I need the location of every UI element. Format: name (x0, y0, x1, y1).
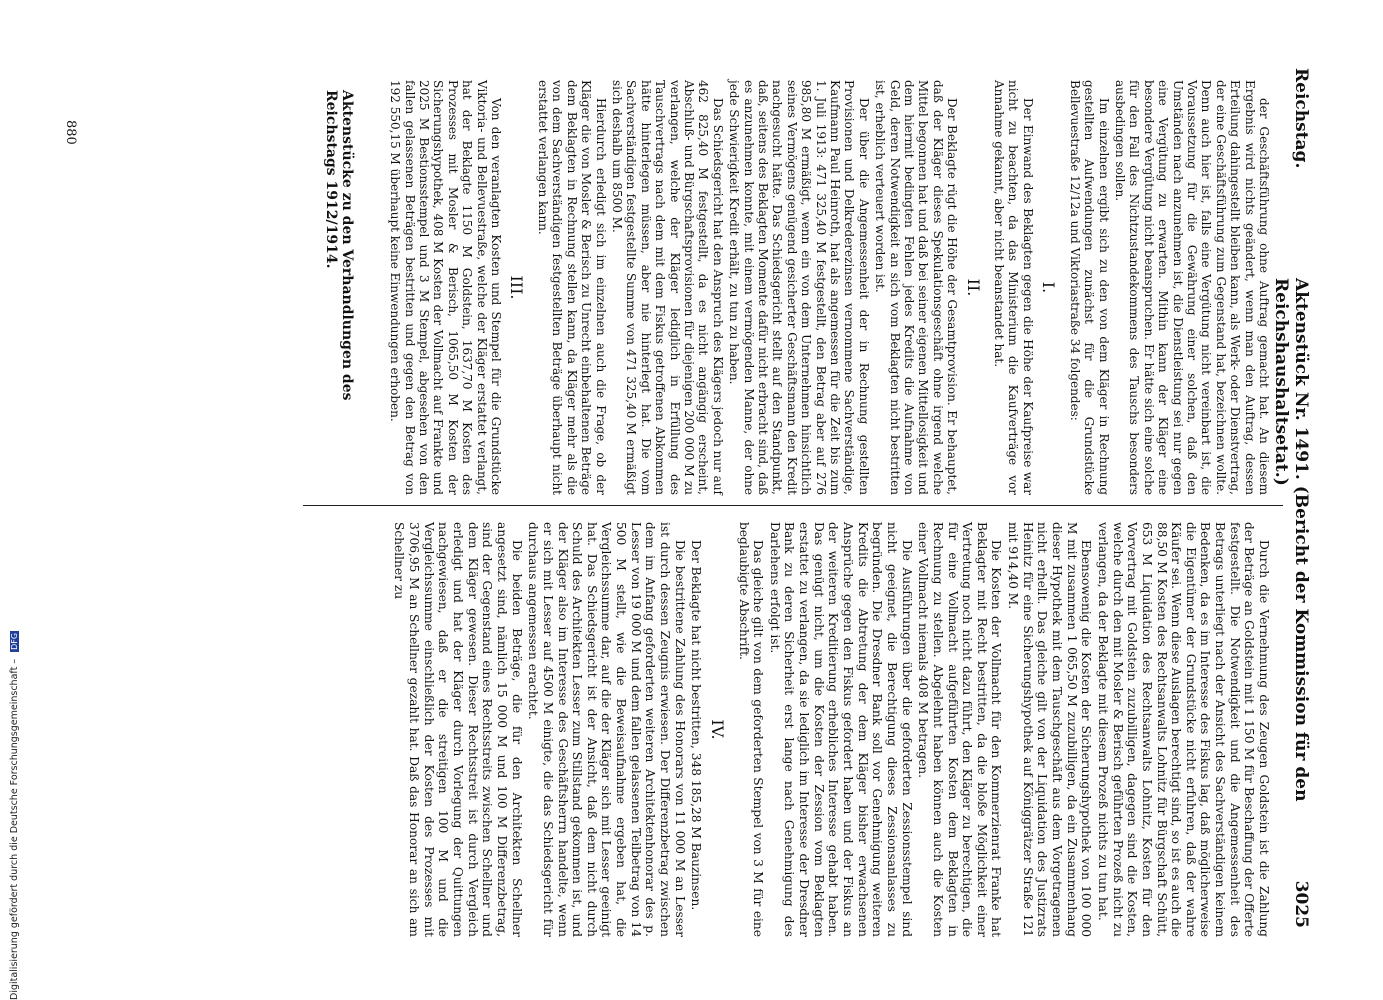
dfg-logo: DFG (10, 632, 19, 650)
paragraph: Der Beklagte hat nicht bestritten, 348 185,28 M Bauzinsen. (689, 540, 704, 911)
paragraph: der Geschäftsführung ohne Auftrag gemacht hat. An diesem Ergebnis wird nichts geändert, wenn man den Auftrag, dessen Erteilung dahingestellt bleiben kann, als Werk- oder Dienstvertrag, der eine Geschäftsführung zum Gegenstand hat, bezeichnen wollte. Denn auch hier ist, falls eine Vergütung nicht vereinbart ist, die Voraussetzung für die Gewährung einer solchen, daß den Umständen nach anzunehmen ist, die Dienstleistung sei nur gegen eine Vergütung zu erwarten. Mithin kann der Kläger eine besondere Vergütung nicht beanspruchen. Er hätte sich eine solche für den Fall des Nichtzustandekommens des Tauschs besonders ausbedingen sollen. (1112, 80, 1271, 495)
header-left: Reichstag. (1291, 68, 1311, 169)
paragraph: Ebensowenig die Kosten der Sicherungshypothek von 100 000 M mit zusammen 1 065,50 M zuzubilligen, da ein Zusammenhang dieser Hypothek mit dem Tauschgeschäft aus dem Vorgetragenen nicht erhellt. Das gleiche gilt von der Liquidation des Justizrats Heinitz für eine Sicherungshypothek auf Königgrätzer Straße 121 mit 914,40 M. (1006, 522, 1094, 937)
side-note: Digitalisierung gefördert durch die Deutsche Forschungsgemeinschaft – (9, 658, 20, 1000)
section-numeral: I. (1039, 281, 1059, 294)
paragraph: Die Kosten der Vollmacht für den Kommerzienrat Franke hat Beklagter mit Recht bestritten, da die bloße Möglichkeit einer Vertretung noch nicht dazu führt, den Kläger zu berechtigen, die für eine Vollmacht aufgeführten Kosten dem Beklagten in Rechnung zu stellen. Abgelehnt haben können auch die Kosten einer Vollmacht niemals 408 M betragen. (916, 522, 1004, 937)
right-column (390, 522, 1271, 937)
paragraph: Der über die Angemessenheit der in Rechnung gestellten Provisionen und Delkrederezinsen vernommene Sachverständige, Kaufmann Paul Heinroth, hat als angemessen für die Zeit bis zum 1. Juli 1913: 471 325,40 M festgestellt, den Betrag aber auf 276 985,80 M ermäßigt, wenn ein von dem Unternehmen hinsichtlich seines Vermögens genügend gesicherter Geschäftsmann den Kredit nachgesucht hätte. Das Schiedsgericht stellt auf den Standpunkt, daß, seitens des Beklagten Momente dafür nicht erbracht sind, daß es anzunehmen konnte, mit einem vermögenden Manne, der ohne jede Schwierigkeit Kredit erhält, zu tun zu haben. (727, 80, 871, 495)
paragraph: Von den veranlagten Kosten und Stempel für die Grundstücke Viktoria- und Bellevuestraße, welche der Kläger erstattet verlangt, hat der Beklagte 1150 M Goldstein, 1637,70 M Kosten des Prozesses mit Mosler & Berisch, 1065,50 M Kosten der Sicherungshypothek, 408 M Kosten der Vollmacht auf Frankte und 2025 M Bestionsstempel und 3 M Stempel, abgesehen von den fallen gelassenen Beträgen bestritten und gegen den Betrag von 192 550,15 M überhaupt keine Einwendungen erhoben. (388, 80, 504, 495)
page-header (1271, 68, 1311, 928)
header-page-number: 3025 (1291, 880, 1311, 928)
section-numeral: III. (507, 275, 527, 300)
paragraph: Das Schiedsgericht hat den Anspruch des Klägers jedoch nur auf 462 825,40 M festgestellt, da es nicht angängig erscheint, Abschluß- und Bürgschaftsprovisionen für diejenigen 200 000 M zu verlangen, welche der Kläger lediglich in Erfüllung des Tauschvertrags nach dem mit dem Fiskus getroffenen Abkommen hätte hinterlegen müssen, aber nie hinterlegt hat. Die vom Sachverständigen festgestellte Summe von 471 325,40 M ermäßigt sich deshalb um 8500 M. (609, 80, 725, 495)
paragraph: Der Einwand des Beklagten gegen die Höhe der Kaufpreise war nicht zu beachten, da das Ministerium die Kaufverträge vor Annahme gekannt, aber nicht beanstandet hat. (992, 80, 1035, 495)
paragraph: Durch die Vernehmung des Zeugen Goldstein ist die Zahlung der Beträge an Goldstein mit 1 150 M für Beschaffung der Offerte festgestellt. Die Notwendigkeit und die Angemessenheit des Betrags unterliegt nach der Ansicht des Sachverständigen keinem Bedenken, da es im Interesse des Fiskus lag, daß möglicherweise die Eigentümer der Grundstücke nicht erfuhren, daß der wahre Käufer sei. Wenn diese Auslagen berechtigt sind, so ist es auch die 88,50 M Kosten des Rechtsanwalts Lohnitz für Bürgschaft Schütt, 653 M Liquidation des Rechtsanwalts Lohnitz, Kosten für den Vorvertrag mit Goldstein zuzubilligen, dagegen sind die Kosten, welche durch den mit Mosler & Berisch geführten Prozeß nicht zu verlangen, da der Beklagte mit diesem Prozeß nichts zu tun hat. (1095, 522, 1271, 937)
paragraph: Die Ausführungen über die geforderten Zessionsstempel sind nicht geeignet, die Berechtigung dieses Zessionsanlasses zu begründen. Die Dresdner Bank soll vor Genehmigung weiteren Kredits die Abtretung der dem Kläger bisher erwachsenen Ansprüche gegen den Fiskus gefordert haben und der Fiskus an der weiteren Kreditierung erhebliches Interesse gehabt haben. Das genügt nicht, um die Kosten der Zession vom Beklagten erstattet zu verlangen, da sie lediglich im Interesse der Dresdner Bank zu deren Sicherheit erst lange nach Genehmigung des Darlehens erfolgt ist. (767, 522, 914, 937)
page-footer: Aktenstücke zu den Verhandlungen des Reichstags 1912/1914. (323, 90, 355, 401)
paragraph: Das gleiche gilt von dem geforderten Stempel von 3 M für eine beglaubigte Abschrift. (736, 522, 766, 937)
paragraph: Im einzelnen ergibt sich zu den von dem Kläger in Rechnung gestellten Aufwendungen zunächst für die Grundstücke Bellevuestraße 12/12a und Viktoriastraße 34 folgendes: (1067, 80, 1111, 495)
column-divider (303, 505, 1283, 506)
side-note-wrapper (4, 0, 22, 1000)
paragraph: Die beiden Beträge, die für den Architekten Schellner angesetzt sind, nämlich 15 000 M und 100 M Differenzbetrag, sind der Gegenstand eines Rechtsstreits zwischen Schellner und dem Kläger gewesen. Dieser Rechtsstreit ist durch Vergleich erledigt und hat der Kläger durch Vorlegung der Quittungen nachgewiesen, daß er die streitigen 100 M und die Vergleichssumme einschließlich der Kosten des Prozesses mit 3706,95 M an Schellner gezahlt hat. Daß das Honorar an sich am Schellner zu (392, 522, 524, 937)
section-numeral: II. (963, 278, 983, 297)
paragraph: Der Beklagte rügt die Höhe der Gesamtprovision. Er behauptet, daß der Kläger dieses Spekulationsgeschäft ohne irgend welche Mittel begonnen hat und daß bei seiner eigenen Mittellosigkeit und dem hiermit bedingten Fehlen jedes Kredits die Aufnahme von Geld, deren Notwendigkeit an sich vom Beklagten nicht bestritten ist, erheblich verteuert worden ist. (873, 80, 960, 495)
section-numeral: IV. (707, 719, 727, 740)
left-column (386, 80, 1271, 495)
page-number: 880 (63, 120, 78, 145)
paragraph: Die bestrittene Zahlung des Honorars von 11 000 M an Lesser ist durch dessen Zeugnis erwiesen. Der Differenzbetrag zwischen dem im Anfang geforderten weiteren Architektenhonorar des p. Lesser von 19 000 M und dem fallen gelassenen Teilbetrag von 14 500 M stellt, wie die Beweisaufnahme ergeben hat, die Vergleichssumme dar, auf die der Kläger sich mit Lesser geeinigt hat. Das Schiedsgericht ist der Ansicht, daß dem nicht durch Schuld des Architekten Lesser zum Stillstand gekommen ist, und der Kläger also im Interesse des Geschäftsherrn handelte, wenn er sich mit Lesser auf 4500 M einigte, die das Schiedsgericht für durchaus angemessen erachtet. (526, 522, 687, 937)
paragraph: Hierdurch erledigt sich im einzelnen auch die Frage, ob der Kläger die von Mosler & Berisch zu Unrecht einbehaltenen Beträge dem Beklagten in Rechnung stellen kann, da Kläger mehr als die von dem Sachverständigen festgestellten Beträge überhaupt nicht erstattet verlangen kann. (535, 80, 608, 495)
header-title: Aktenstück Nr. 1491. (Bericht der Kommission für den Reichshaushaltsetat.) (1271, 278, 1311, 802)
